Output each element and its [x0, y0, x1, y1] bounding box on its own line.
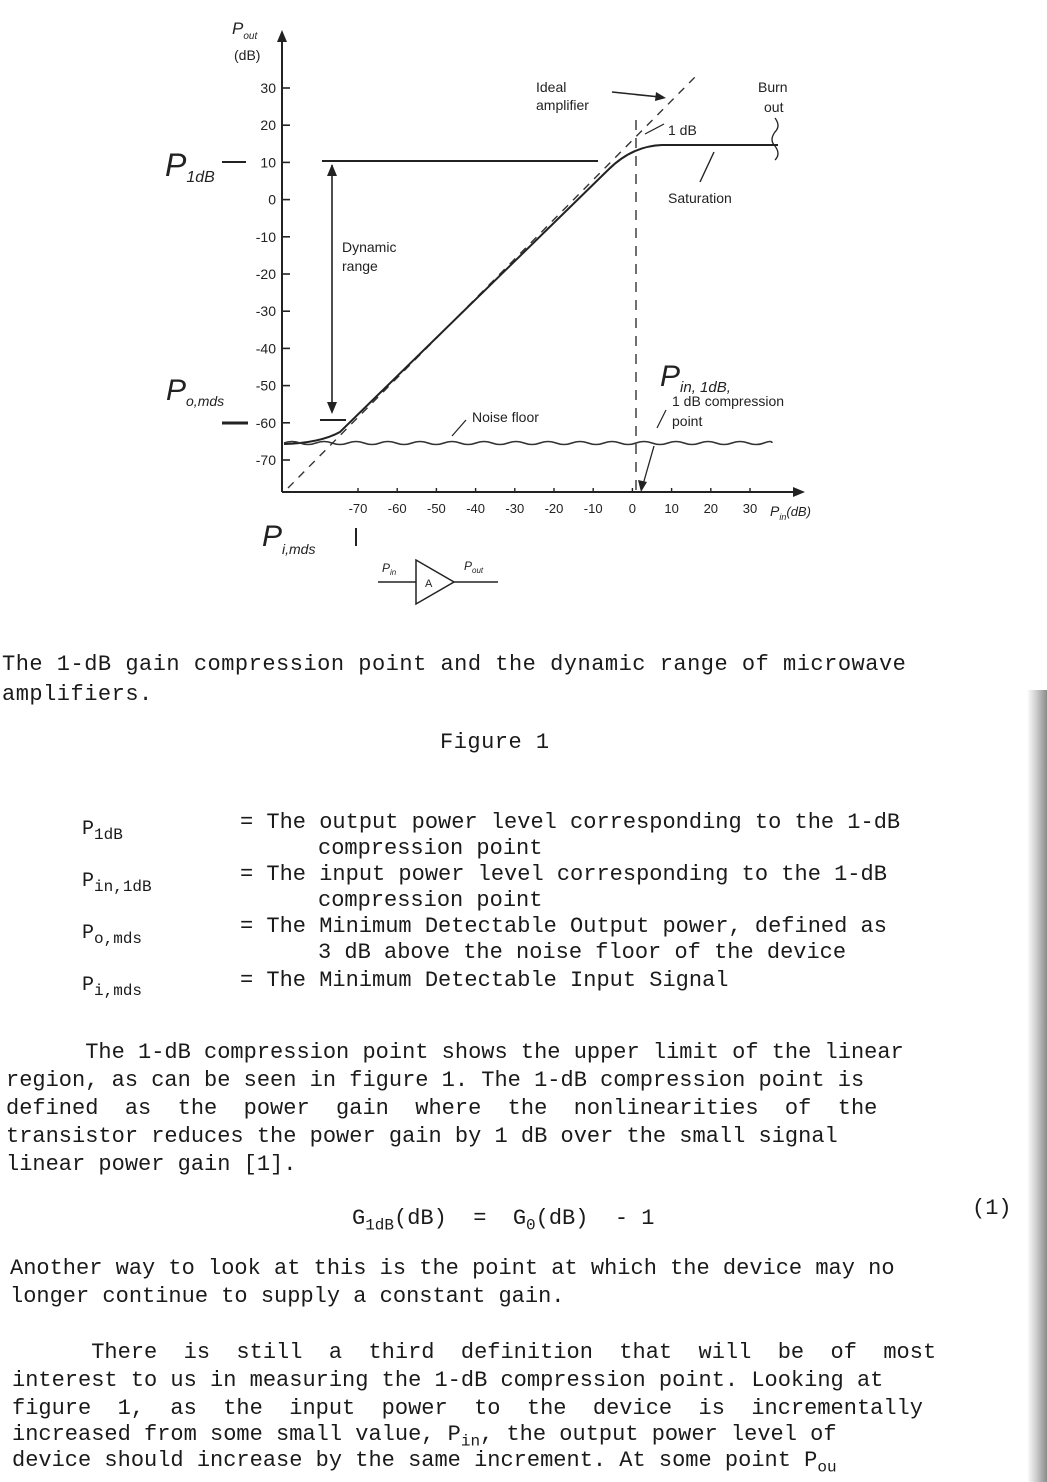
p1db-handwritten: P1dB — [165, 147, 215, 186]
paragraph-line: defined as the power gain where the nonlinearities of the — [6, 1096, 878, 1121]
paragraph-line: longer continue to supply a constant gain. — [10, 1284, 565, 1309]
saturation-label: Saturation — [668, 190, 732, 206]
po-mds-handwritten: $P_{o,mds}$ — [166, 374, 225, 409]
x-axis-arrow — [793, 487, 805, 497]
def-text: = The output power level corresponding to the 1-dB — [240, 810, 901, 835]
def-text-cont: 3 dB above the noise floor of the device — [318, 940, 847, 965]
x-tick-label: -60 — [387, 501, 407, 516]
def-text: = The Minimum Detectable Output power, defined as — [240, 914, 887, 939]
dynamic-range-label: Dynamic range — [342, 239, 397, 274]
y-tick-label: -20 — [255, 266, 276, 282]
paragraph-line: There is still a third definition that will be of most — [12, 1340, 937, 1365]
def-symbol: $P_{i,mds}$ — [82, 974, 143, 1000]
pin-1db-handwritten: $P_{in, 1dB,}$ — [660, 360, 731, 396]
burn-out-brace — [772, 118, 778, 160]
ideal-amplifier-pointer — [612, 92, 660, 97]
y-tick-label: -10 — [255, 228, 276, 245]
noise-floor-label: Noise floor — [472, 409, 539, 425]
one-db-label: 1 dB — [668, 122, 697, 138]
y-tick-label: -40 — [255, 340, 276, 357]
def-text-cont: compression point — [318, 888, 543, 913]
x-tick-label: 0 — [628, 501, 637, 516]
y-tick-label: 10 — [260, 154, 276, 171]
def-symbol: $P_{1dB}$ — [82, 818, 123, 844]
x-tick-label: -30 — [505, 501, 525, 516]
def-text-cont: compression point — [318, 836, 543, 861]
ideal-amplifier-line — [288, 74, 698, 488]
paragraph-line: device should increase by the same increment. At some point $P_{ou}$ — [12, 1448, 837, 1477]
amplifier-triangle — [416, 560, 454, 604]
figure-label: Figure 1 — [440, 730, 550, 755]
dynamic-range-arrow-bottom — [327, 402, 337, 414]
x-tick-label: -70 — [348, 501, 368, 516]
saturation-pointer — [700, 152, 714, 182]
ideal-amplifier-label: Ideal amplifier — [536, 79, 589, 113]
y-axis-unit: (dB) — [234, 47, 261, 63]
dynamic-range-arrow-top — [327, 164, 337, 176]
x-tick-label: 20 — [703, 501, 719, 516]
paragraph-line: Another way to look at this is the point at which the device may no — [10, 1256, 895, 1281]
y-tick-label: -60 — [255, 414, 276, 431]
noise-floor-pointer — [452, 420, 466, 436]
compression-figure — [0, 0, 1047, 620]
x-tick-label: 30 — [742, 501, 758, 516]
compression-point-arrow-head — [638, 480, 647, 492]
y-tick-label: 30 — [260, 80, 276, 96]
y-tick-label: -50 — [255, 377, 276, 394]
x-tick-label: -40 — [466, 501, 485, 516]
paragraph-line: figure 1, as the input power to the device is incrementally — [12, 1396, 923, 1421]
amplifier-block-label: A — [425, 578, 433, 590]
def-symbol: $P_{in,1dB}$ — [82, 870, 152, 896]
figure-caption-line1: The 1-dB gain compression point and the dynamic range of microwave — [2, 652, 907, 677]
y-tick-label: 20 — [260, 117, 276, 134]
amplifier-output-label: $P_{out}$ — [464, 559, 484, 575]
def-text: = The input power level corresponding to the 1-dB — [240, 862, 887, 887]
paragraph-line: region, as can be seen in figure 1. The 1-dB compression point is — [6, 1068, 865, 1093]
compression-point-label: 1 dB compression point — [672, 393, 785, 429]
scan-edge-shadow — [1027, 690, 1047, 1482]
y-tick-label: -70 — [255, 452, 276, 468]
noise-floor-line — [284, 442, 772, 445]
def-symbol: $P_{o,mds}$ — [82, 922, 143, 948]
y-ticks — [256, 80, 290, 468]
compression-point-pointer — [657, 410, 666, 428]
pi-mds-handwritten: $P_{i,mds}$ — [262, 520, 316, 557]
x-tick-label: -50 — [427, 501, 446, 516]
x-tick-label: -20 — [544, 501, 564, 516]
figure-caption-line2: amplifiers. — [2, 682, 153, 707]
y-tick-label: -30 — [255, 303, 276, 320]
burn-out-label: Burn out — [758, 79, 788, 115]
x-axis-label: $P_{in}(dB)$ — [770, 503, 811, 522]
y-axis-arrow — [277, 30, 287, 42]
ideal-amplifier-pointer-head — [655, 92, 666, 101]
paragraph-line: interest to us in measuring the 1-dB compression point. Looking at — [12, 1368, 884, 1393]
x-tick-label: 10 — [664, 501, 679, 516]
equation-number: (1) — [972, 1196, 1012, 1221]
x-tick-label: -10 — [583, 501, 603, 516]
paragraph-line: The 1-dB compression point shows the upper limit of the linear — [6, 1040, 904, 1065]
paragraph-line: transistor reduces the power gain by 1 dB over the small signal — [6, 1124, 838, 1149]
y-tick-label: 0 — [268, 191, 276, 208]
paragraph-line: linear power gain [1]. — [6, 1152, 297, 1177]
def-text: = The Minimum Detectable Input Signal — [240, 968, 729, 993]
paragraph-line: increased from some small value, $P_{in}$, the output power level of — [12, 1422, 837, 1451]
equation-1: $G_{1dB}(dB) = G_0(dB) - 1$ — [352, 1206, 655, 1235]
y-axis-label: $P_{out}$ — [232, 19, 258, 42]
amplifier-input-label: $P_{in}$ — [382, 561, 397, 577]
